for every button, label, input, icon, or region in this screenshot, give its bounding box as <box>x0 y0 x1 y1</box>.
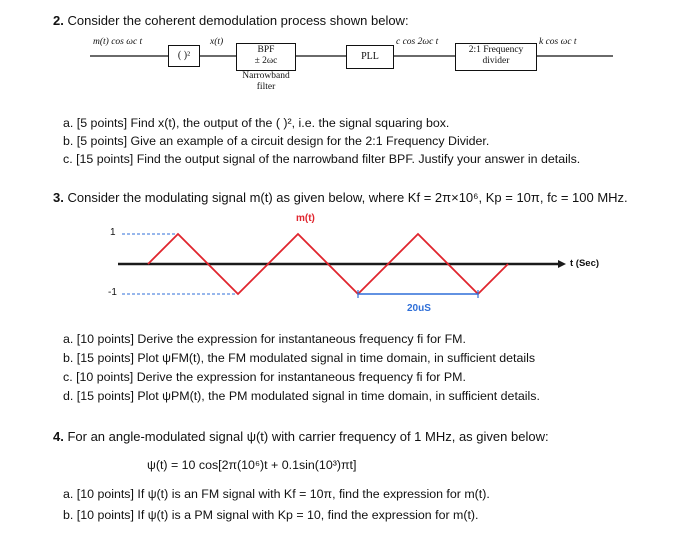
q4-equation: ψ(t) = 10 cos[2π(10⁶)t + 0.1sin(10³)πt] <box>147 458 357 472</box>
bpf-bandwidth: ± 2ωc <box>254 56 278 66</box>
frequency-divider-block <box>455 43 537 71</box>
divider-label-line1: 2:1 Frequency <box>468 45 524 55</box>
pll-output-label: c cos 2ωc t <box>396 37 439 47</box>
q4-part-b: b. [10 points] If ψ(t) is a PM signal with Kp = 10, find the expression for m(t). <box>63 508 479 522</box>
q4-heading <box>53 429 549 444</box>
block-diagram <box>0 0 700 110</box>
q3-number: 3. <box>53 190 64 205</box>
q2-part-a: a. [5 points] Find x(t), the output of the ( )², i.e. the signal squaring box. <box>63 116 450 130</box>
q4-title: For an angle-modulated signal ψ(t) with carrier frequency of 1 MHz, as given below: <box>67 429 549 444</box>
mt-y-label-top: 1 <box>110 227 116 238</box>
pll-label: PLL <box>361 51 379 62</box>
bpf-caption-line1: Narrowband <box>242 71 290 81</box>
q4-part-a: a. [10 points] If ψ(t) is an FM signal with Kf = 10π, find the expression for m(t). <box>63 487 490 501</box>
q3-part-d: d. [15 points] Plot ψPM(t), the PM modulated signal in time domain, in sufficient details. <box>63 389 540 403</box>
bpf-caption-line2: filter <box>256 82 276 92</box>
input-signal-label: m(t) cos ωc t <box>93 37 143 47</box>
bpf-block <box>236 43 296 71</box>
q2-part-c: c. [15 points] Find the output signal of the narrowband filter BPF. Justify your answer in details. <box>63 152 581 166</box>
bpf-caption <box>232 71 300 93</box>
q2-title: Consider the coherent demodulation process shown below: <box>67 13 409 28</box>
mt-y-label-bottom: -1 <box>108 287 117 298</box>
output-signal-label: k cos ωc t <box>539 37 577 47</box>
time-axis-label: t (Sec) <box>570 258 600 269</box>
divider-label-line2: divider <box>482 56 510 66</box>
time-axis-arrow <box>558 260 566 268</box>
q3-title: Consider the modulating signal m(t) as given below, where Kf = 2π×10⁶, Kp = 10π, fc = 100 MHz. <box>67 190 628 205</box>
q3-part-c: c. [10 points] Derive the expression for instantaneous frequency fi for PM. <box>63 370 466 384</box>
pll-block <box>346 45 394 69</box>
mt-plot-title: m(t) <box>296 213 315 224</box>
bpf-label: BPF <box>257 45 275 55</box>
period-label: 20uS <box>407 303 431 314</box>
q3-part-b: b. [15 points] Plot ψFM(t), the FM modulated signal in time domain, in sufficient details <box>63 351 536 365</box>
q2-number: 2. <box>53 13 64 28</box>
squaring-block <box>168 45 200 67</box>
mt-plot <box>0 210 700 320</box>
q3-part-a: a. [10 points] Derive the expression for instantaneous frequency fi for FM. <box>63 332 466 346</box>
x-signal-label: x(t) <box>210 37 224 47</box>
q2-part-b: b. [5 points] Give an example of a circuit design for the 2:1 Frequency Divider. <box>63 134 490 148</box>
squaring-block-label: ( )² <box>177 50 191 61</box>
q4-number: 4. <box>53 429 64 444</box>
q3-heading <box>53 190 628 205</box>
